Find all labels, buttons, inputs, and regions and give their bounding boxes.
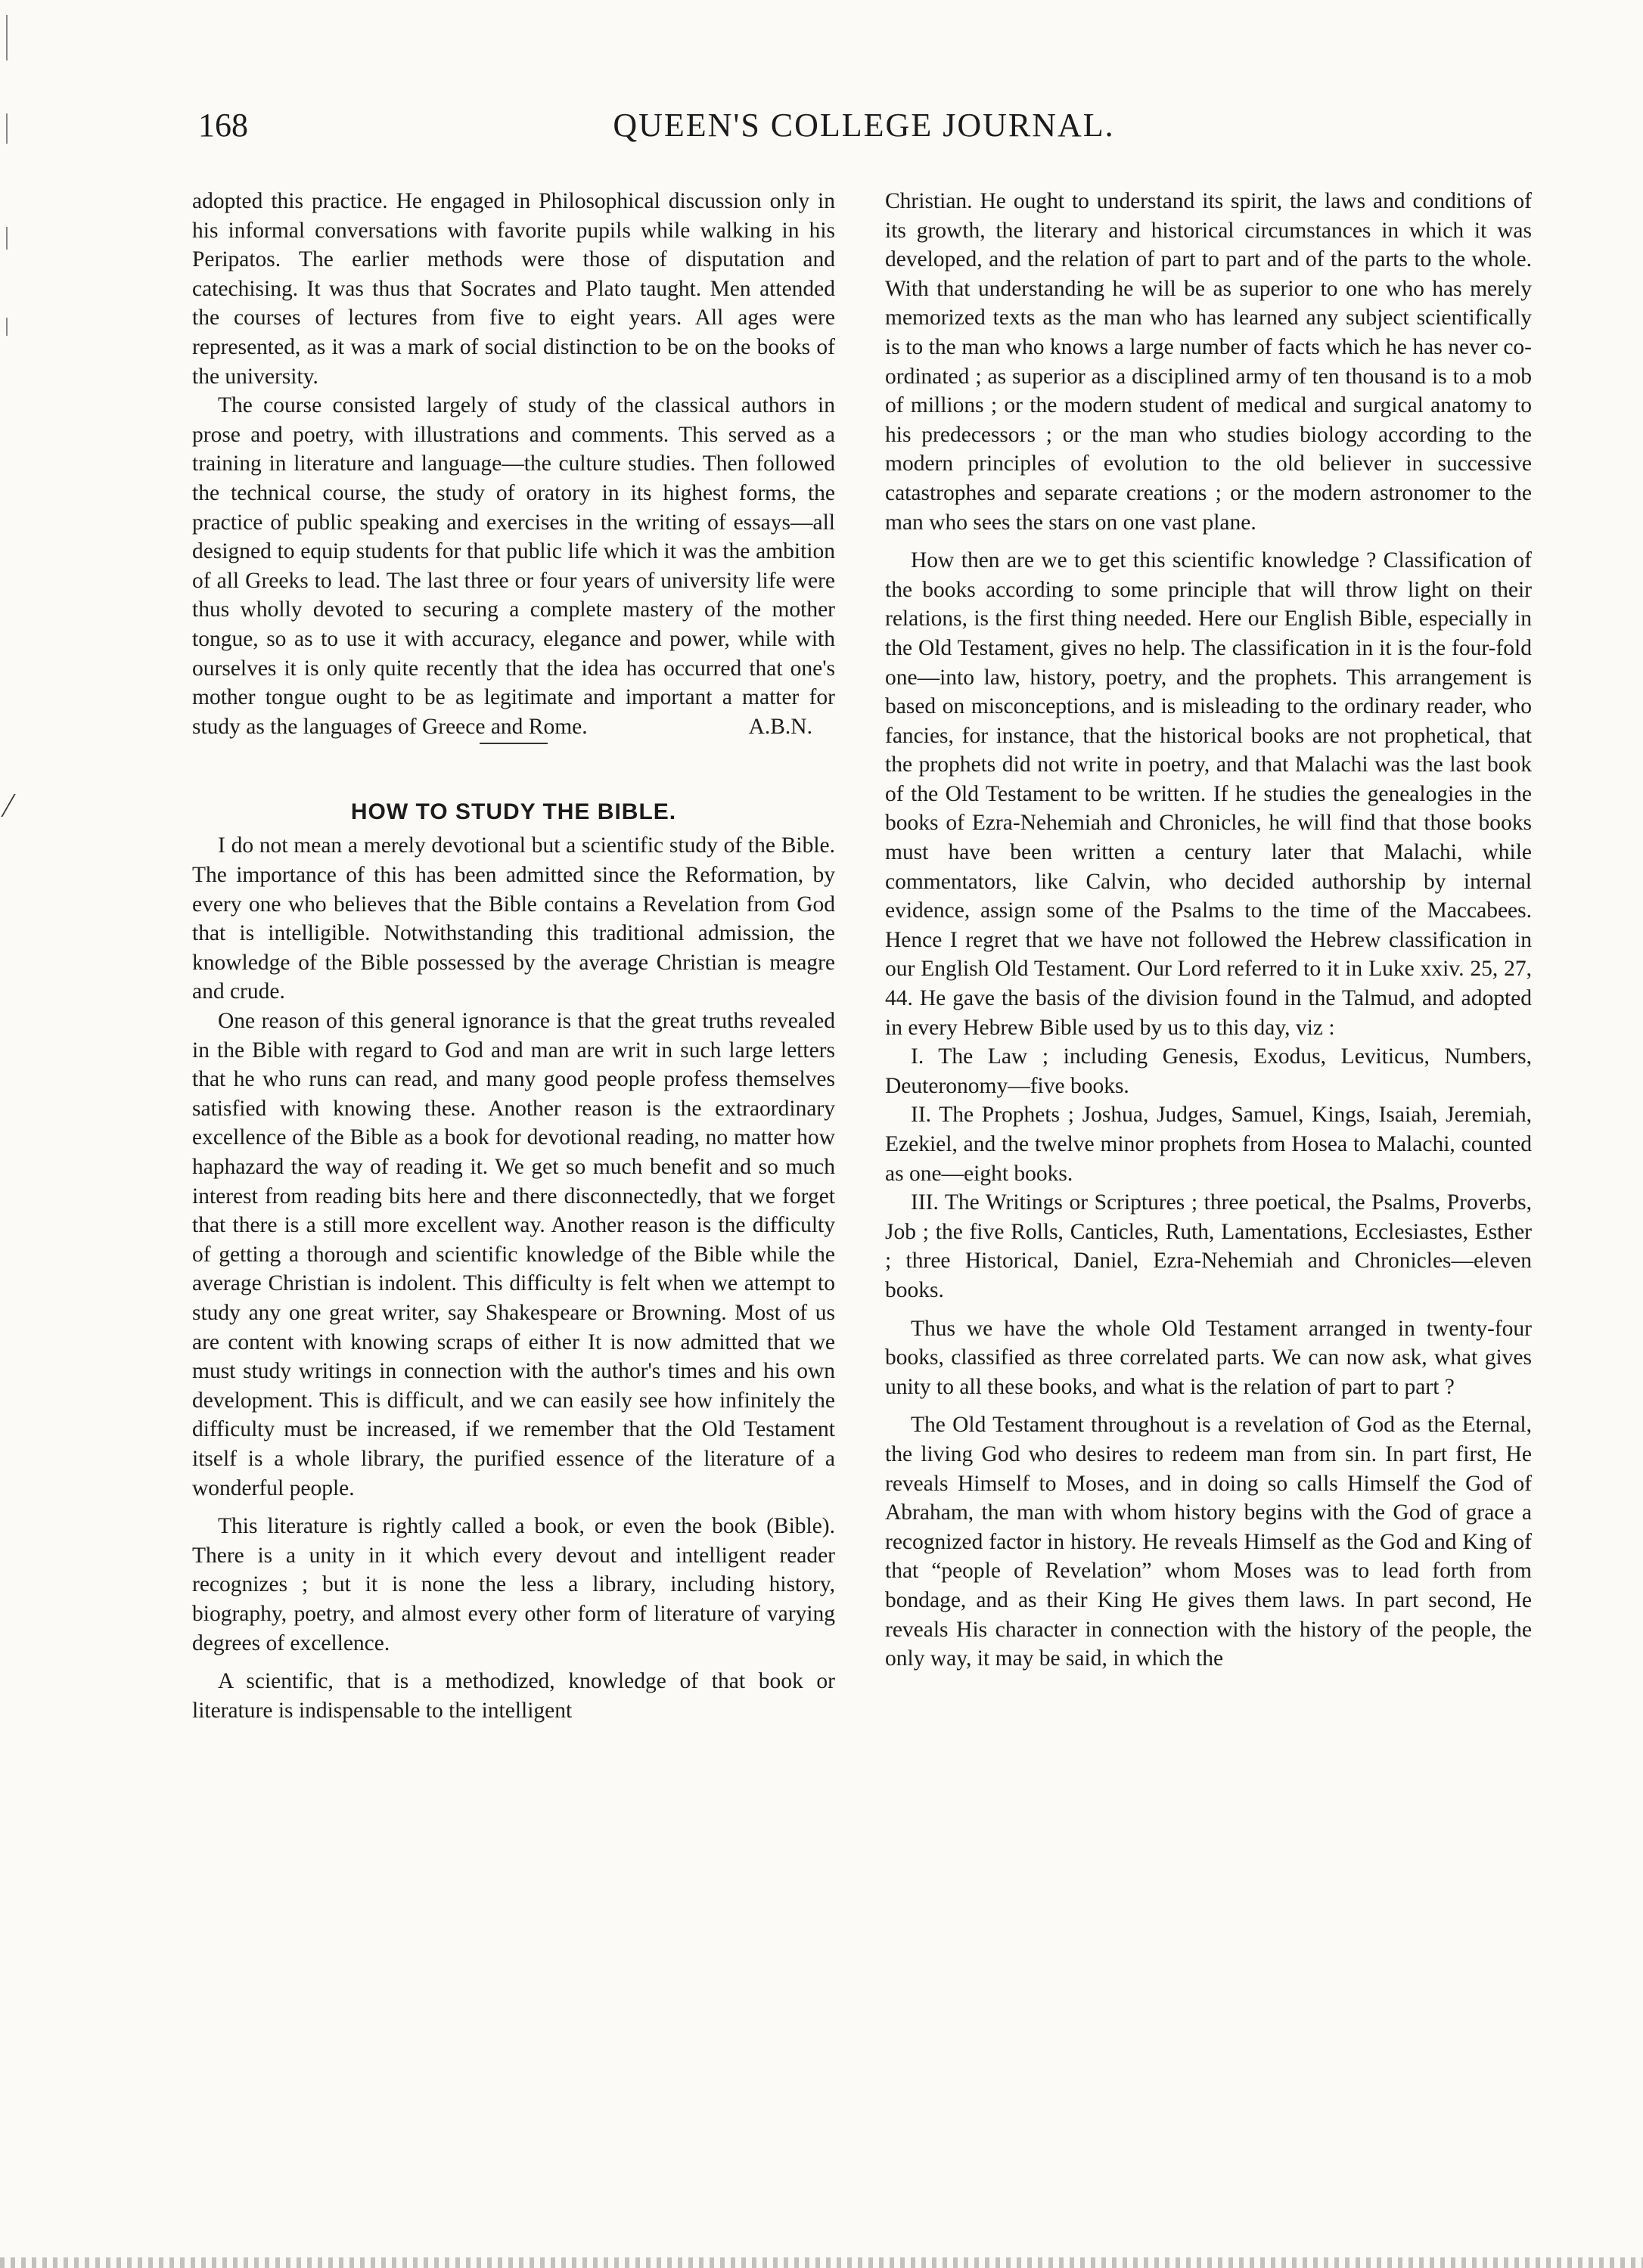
left-paragraph-6: A scientific, that is a methodized, knowledge of that book or literature is indispensable to the intelligent (192, 1669, 835, 1723)
section-heading: HOW TO STUDY THE BIBLE. (350, 799, 677, 824)
signoff-row (192, 715, 835, 771)
page-header (198, 106, 1530, 159)
right-paragraph-4: The Old Testament throughout is a revelation of God as the Eternal, the living God who desires to redeem man from sin. In part first, He reveals Himself to Moses, and in doing so calls Himself the God of Abraham, the man with whom history begins with the God of grace a recognized factor in history. He reveals Himself as the God and King of that “people of Revelation” whom Moses was to lead forth from bondage, and as their King He gives them laws. In part second, He reveals His character in connection with the history of the people, the only way, it may be said, in which the (885, 1413, 1532, 1671)
right-paragraph-2: How then are we to get this scientific knowledge ? Classification of the books according to some principle that will throw light on their relations, is the first thing needed. Here our English Bible, especially in the Old Testament, gives no help. The classification in it is the four-fold one—into law, history, poetry, and the prophets. This arrangement is based on misconceptions, and is misleading to the ordinary reader, who fancies, for instance, that the historical books are not prophetical, that the prophets did not write in poetry, and that Malachi was the last book of the Old Testament to be written. If he studies the genealogies in the books of Ezra-Nehemiah and Chronicles, he will find that those books must have been written a century later that Malachi, while commentators, like Calvin, who decided authorship by internal evidence, assign some of the Psalms to the time of the Maccabees. Hence I regret that we have not followed the Hebrew classification in our English Old Testament. Our Lord referred to it in Luke xxiv. 25, 27, 44. He gave the basis of the division found in the Talmud, and adopted in every Hebrew Bible used by us to this day, viz : (885, 548, 1532, 1040)
list-item-prophets: II. The Prophets ; Joshua, Judges, Samuel, Kings, Isaiah, Jeremiah, Ezekiel, and the twelve minor prophets from Hosea to Malachi, counted as one—eight books. (885, 1103, 1532, 1186)
left-paragraph-5: This literature is rightly called a book, or even the book (Bible). There is a unity in it which every devout and intelligent reader recognizes ; but it is none the less a library, including history, biography, poetry, and almost every other form of literature of varying degrees of excellence. (192, 1514, 835, 1655)
page-number: 168 (198, 107, 248, 144)
right-paragraph-3: Thus we have the whole Old Testament arranged in twenty-four books, classified as three correlated parts. We can now ask, what gives unity to all these books, and what is the relation of part to part ? (885, 1316, 1532, 1399)
scan-bottom-edge (0, 2257, 1643, 2268)
left-paragraph-1: adopted this practice. He engaged in Philosophical discussion only in his informal conversations with favorite pupils while walking in his Peripatos. The earlier methods were those of disputation and catechising. It was thus that Socrates and Plato taught. Men attended the courses of lectures from five to eight years. All ages were represented, as it was a mark of social distinction to be on the books of the university. (192, 189, 835, 389)
page-edge-marks (0, 0, 23, 2268)
author-signature: A.B.N. (748, 715, 812, 740)
list-item-writings: III. The Writings or Scriptures ; three poetical, the Psalms, Proverbs, Job ; the five Rolls, Canticles, Ruth, Lamentations, Ecclesiastes, Esther ; three Historical, Daniel, Ezra-Nehemiah and Chronicles—eleven books. (885, 1190, 1532, 1302)
left-paragraph-4: One reason of this general ignorance is that the great truths revealed in the Bible with regard to God and man are writ in such large letters that he who runs can read, and many good people profess themselves satisfied with knowing these. Another reason is the extraordinary excellence of the Bible as a book for devotional reading, no matter how haphazard the way of reading it. We get so much benefit and so much interest from reading bits here and there disconnectedly, that we forget that there is a still more excellent way. Another reason is the difficulty of getting a thorough and scientific knowledge of the Bible while the average Christian is indolent. This difficulty is felt when we attempt to study any one great writer, say Shakespeare or Browning. Most of us are content with knowing scraps of either It is now admitted that we must study writings in connection with the author's times and his own development. This is difficult, and we can easily see how infinitely the difficulty must be increased, if we remember that the Old Testament itself is a whole library, the purified essence of the literature of a wonderful people. (192, 1009, 835, 1500)
left-paragraph-3: I do not mean a merely devotional but a scientific study of the Bible. The importance of this has been admitted since the Reformation, by every one who believes that the Bible contains a Revelation from God that is intelligible. Notwithstanding this traditional admission, the knowledge of the Bible possessed by the average Christian is meagre and crude. (192, 833, 835, 1004)
left-column (192, 187, 835, 1725)
separator-rule (480, 743, 548, 744)
left-paragraph-2: The course consisted largely of study of the classical authors in prose and poetry, with illustrations and comments. This served as a training in literature and language—the culture studies. Then followed the technical course, the study of oratory in its highest forms, the practice of public speaking and exercises in the writing of essays—all designed to equip students for that public life which it was the ambition of all Greeks to lead. The last three or four years of university life were thus wholly devoted to securing a complete mastery of the mother tongue, so as to use it with accuracy, elegance and power, while with ourselves it is only quite recently that the idea has occurred that one's mother tongue ought to be as legitimate and important a matter for study as the languages of Greece and Rome. (192, 393, 835, 739)
running-title: QUEEN'S COLLEGE JOURNAL. (613, 107, 1115, 144)
right-paragraph-1: Christian. He ought to understand its spirit, the laws and conditions of its growth, the literary and historical circumstances in which it was developed, and the relation of part to part and of the parts to the whole. With that understanding he will be as superior to one who has merely memorized texts as the man who has learned any subject scientifically is to the man who knows a large number of facts which he has never co-ordinated ; as superior as a disciplined army of ten thousand is to a mob of millions ; or the modern student of medical and surgical anatomy to his predecessors ; or the man who studies biology according to the modern principles of evolution to the old believer in successive catastrophes and separate creations ; or the modern astronomer to the man who sees the stars on one vast plane. (885, 189, 1532, 535)
right-column (885, 187, 1532, 1674)
list-item-law: I. The Law ; including Genesis, Exodus, Leviticus, Numbers, Deuteronomy—five books. (885, 1044, 1532, 1098)
